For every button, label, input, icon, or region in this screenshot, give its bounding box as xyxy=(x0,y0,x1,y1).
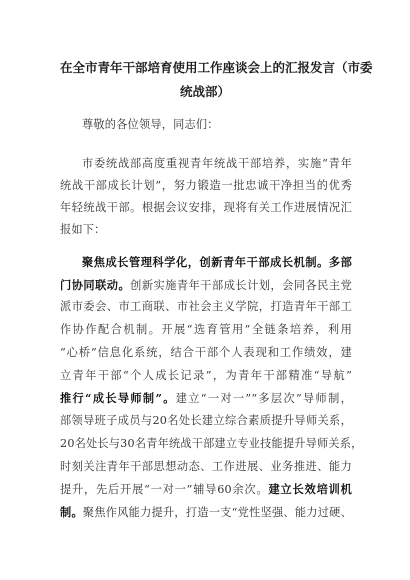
paragraph-2-line xyxy=(60,481,352,498)
paragraph-1-line: 统战干部成长计划”，努力锻造一批忠诚干净担当的优秀 xyxy=(60,179,352,192)
paragraph-2-text: 创新实施青年干部成长计划，会同各民主党 xyxy=(130,279,352,292)
document-title-line-2: 统战部） xyxy=(179,84,230,99)
paragraph-2-line: 时刻关注青年干部思想动态、工作进展、业务推进、能力 xyxy=(60,460,352,473)
paragraph-2-line xyxy=(60,277,352,294)
paragraph-2-line: 部领导班子成员与20名处长建立综合素质提升导师关系， xyxy=(60,414,352,427)
document-title-line-1: 在全市青年干部培育使用工作座谈会上的汇报发言（市委 xyxy=(60,60,373,75)
paragraph-2-line: 立青年干部“个人成长记录”，为青年干部精准“导航” xyxy=(60,369,352,382)
paragraph-2-heading: 聚焦成长管理科学化，创新青年干部成长机制。多部 xyxy=(82,255,352,269)
subheading-coordination: 门协同联动。 xyxy=(60,278,131,292)
paragraph-1-line: 报如下： xyxy=(60,223,106,236)
subheading-mentor-system: 推行“成长导师制”。 xyxy=(60,391,176,405)
subheading-training-end: 制。 xyxy=(60,505,83,519)
paragraph-2-text: 聚焦作风能力提升，打造一支“党性坚强、能力过硬、 xyxy=(82,506,352,519)
paragraph-2-line: 20名处长与30名青年统战干部建立专业技能提升导师关系， xyxy=(60,437,363,450)
paragraph-2-line xyxy=(60,504,352,521)
paragraph-1-line: 市委统战部高度重视青年统战干部培养，实施“青年 xyxy=(82,157,352,170)
subheading-training: 建立长效培训机 xyxy=(268,482,352,496)
paragraph-2-text: 建立“一对一”“多层次”导师制， xyxy=(175,392,352,405)
paragraph-2-line: 派市委会、市工商联、市社会主义学院，打造青年干部工 xyxy=(60,300,352,313)
paragraph-2-line xyxy=(60,390,352,407)
salutation: 尊敬的各位领导，同志们： xyxy=(82,118,219,131)
paragraph-2-line: “心桥”信息化系统，结合干部个人表现和工作绩效，建 xyxy=(60,346,352,359)
paragraph-2-line: 作协作配合机制。开展“选育管用”全链条培养，利用 xyxy=(60,323,352,336)
paragraph-2-text: 提升，先后开展“一对一”辅导60余次。 xyxy=(60,483,269,496)
paragraph-1-line: 年轻统战干部。根据会议安排，现将有关工作进展情况汇 xyxy=(60,201,352,214)
